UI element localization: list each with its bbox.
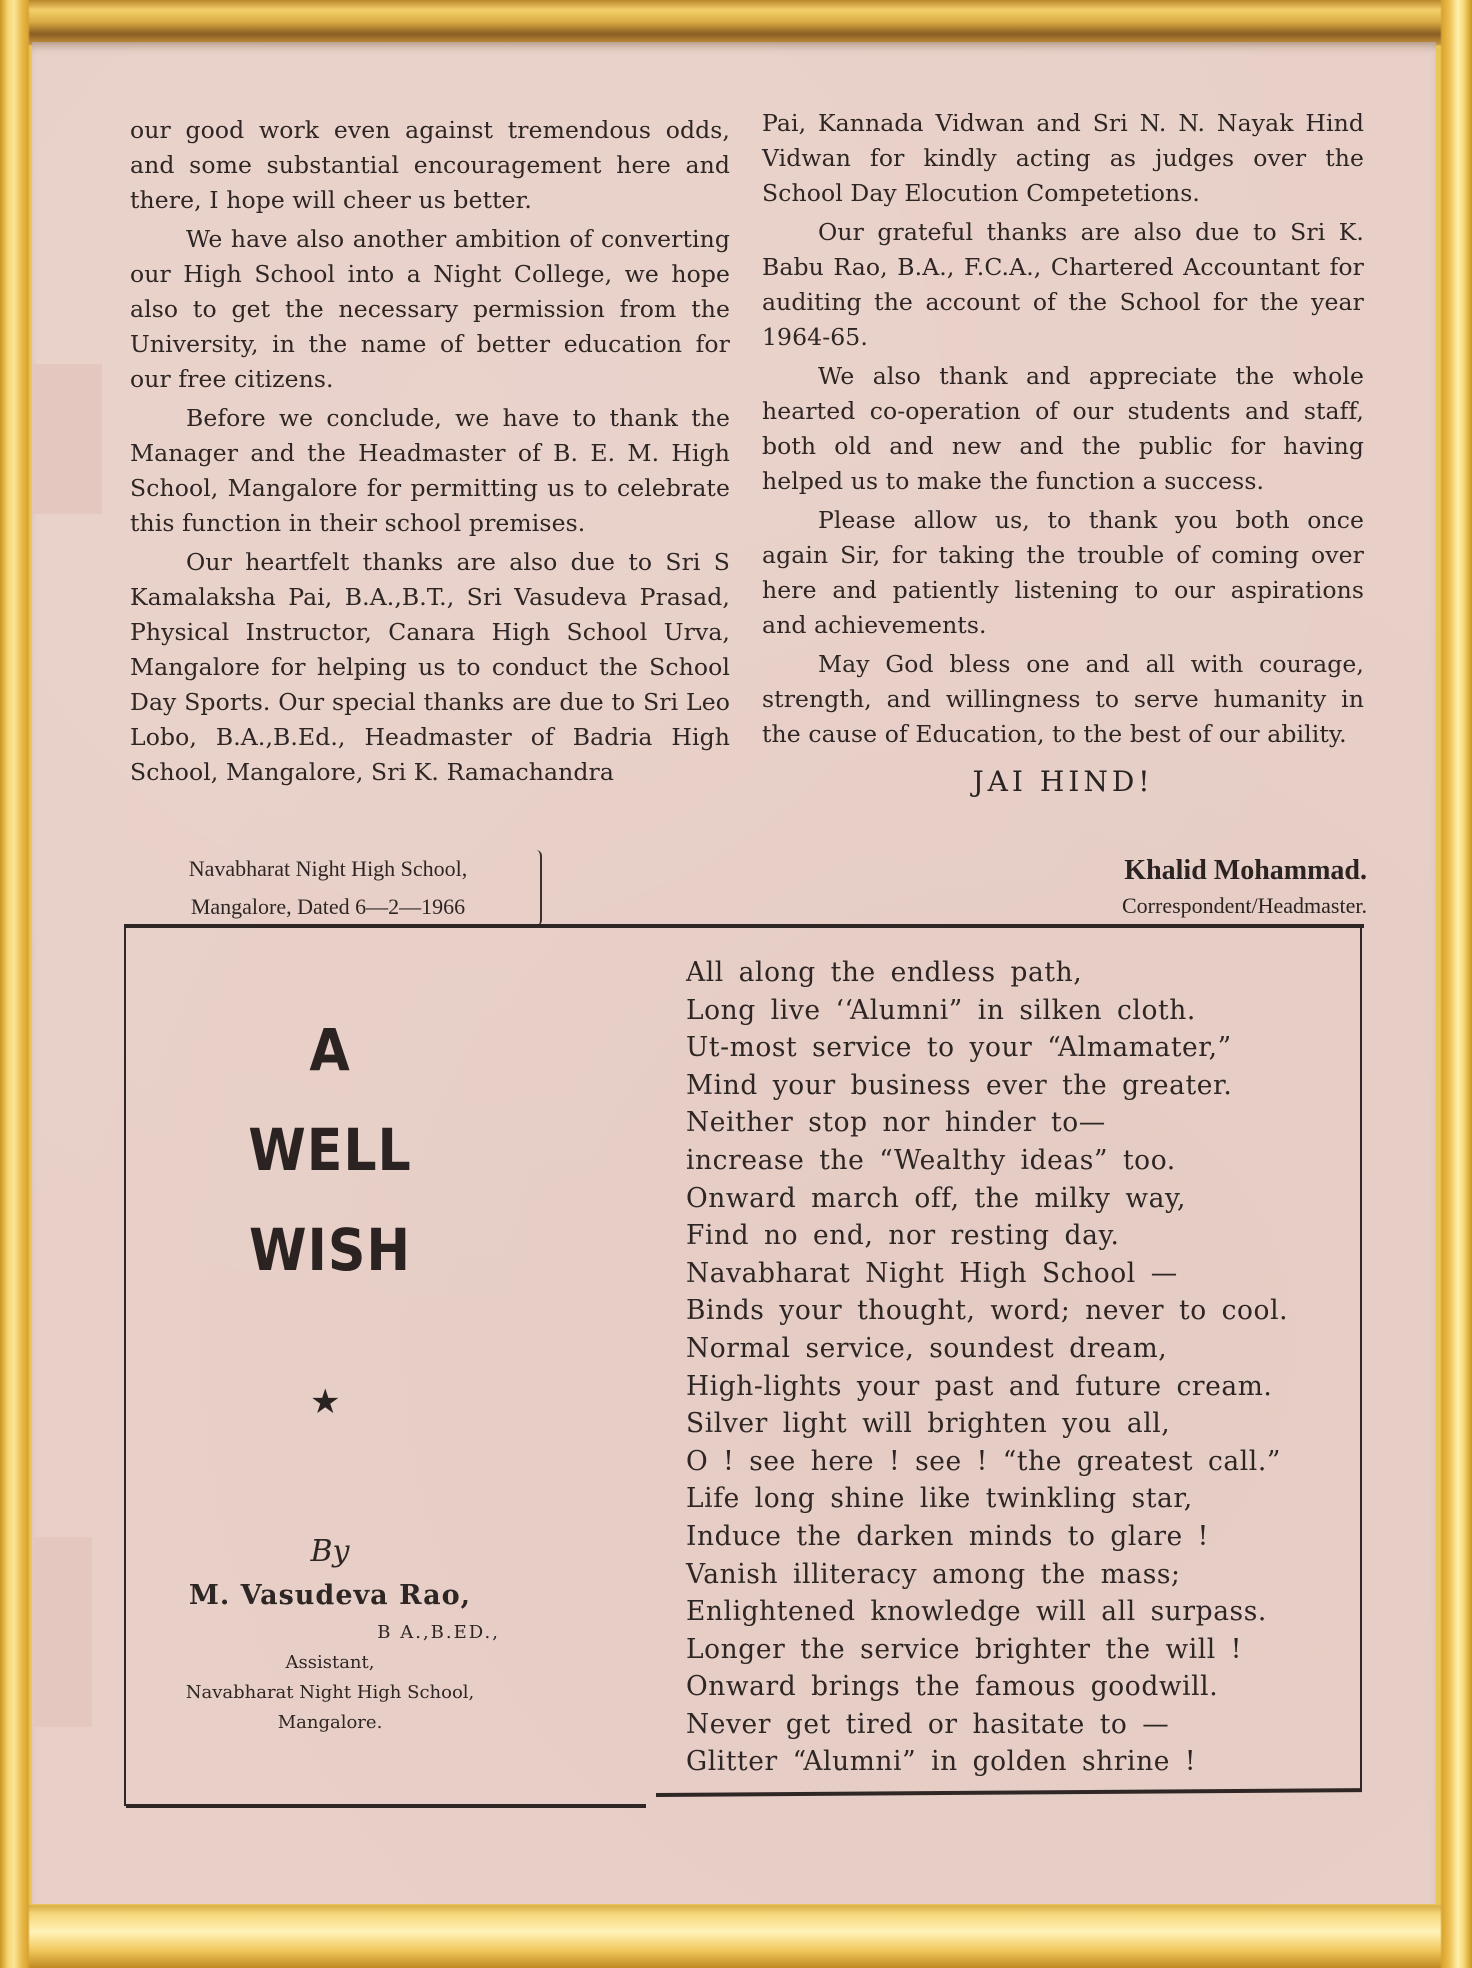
author-name: M. Vasudeva Rao, (188, 1580, 472, 1611)
letter-paragraph: Pai, Kannada Vidwan and Sri N. N. Nayak Hind Vidwan for kindly acting as judges over the School Day Elocution Competetions. (762, 109, 1364, 207)
date-line: Mangalore, Dated 6—2—1966 (190, 894, 466, 919)
poem-line: Enlightened knowledge will all surpass. (686, 1596, 1267, 1628)
poem-line: Ut-most service to your “Almamater,” (686, 1032, 1232, 1064)
paper-patch-bottom (32, 1537, 92, 1727)
letter-paragraph: our good work even against tremendous odds, and some substantial encouragement here and there, I hope will cheer us better. (130, 116, 730, 214)
letter-left-column (130, 113, 730, 790)
letter-paragraph: Please allow us, to thank you both once again Sir, for taking the trouble of coming over here and patiently listening to our aspirations and achievements. (762, 506, 1364, 639)
star-icon: ★ (310, 1382, 341, 1422)
poem-line: Life long shine like twinkling star, (686, 1483, 1193, 1515)
by-label: By (310, 1534, 350, 1569)
poem-line: High-lights your past and future cream. (686, 1370, 1273, 1402)
paper-patch-top (32, 364, 102, 514)
poem-line: Navabharat Night High School — (686, 1257, 1178, 1289)
signature-block (867, 852, 1367, 922)
poem-title (213, 1000, 447, 1300)
author-school: Navabharat Night High School, (185, 1682, 475, 1703)
brace-divider (532, 850, 542, 926)
author-byline (140, 1530, 520, 1738)
closing-salutation: JAI HIND! (972, 765, 1154, 798)
poem-line: Silver light will brighten you all, (686, 1408, 1171, 1440)
signatory-role: Correspondent/Headmaster. (1122, 893, 1367, 918)
author-position: Assistant, (285, 1652, 375, 1673)
letter-paragraph: May God bless one and all with courage, strength, and willingness to serve humanity in the cause of Education, to the best of our ability. (762, 650, 1364, 748)
poem-line: Normal service, soundest dream, (686, 1332, 1168, 1364)
letter-paragraph: Our grateful thanks are also due to Sri K. Babu Rao, B.A., F.C.A., Chartered Accountant for auditing the account of the School for the year 1964-65. (762, 218, 1364, 351)
letter-paragraph: We also thank and appreciate the whole hearted co-operation of our students and staff, both old and new and the public for having helped us to make the function a success. (762, 362, 1364, 495)
place-line: Navabharat Night High School, (188, 856, 468, 881)
box-border-left (124, 926, 126, 1806)
poem-line: Glitter “Alumni” in golden shrine ! (686, 1746, 1197, 1778)
poem-line: O ! see here ! see ! “the greatest call.” (686, 1445, 1281, 1477)
letter-right-column (762, 106, 1364, 799)
poem-line: Longer the service brighter the will ! (686, 1633, 1242, 1665)
title-line: WELL (248, 1116, 412, 1184)
box-border-bottom-left (126, 1804, 646, 1808)
letter-paragraph: Our heartfelt thanks are also due to Sri S Kamalaksha Pai, B.A.,B.T., Sri Vasudeva Prasad, Physical Instructor, Canara High School Urva, Mangalore for helping us to conduct the School Day Sports. Our special thanks are due to Sri Leo Lobo, B.A.,B.Ed., Headmaster of Badria High School, Mangalore, Sri K. Ramachandra (130, 548, 730, 786)
poem-line: All along the endless path, (686, 957, 1083, 988)
title-line: A (309, 1016, 351, 1084)
author-city: Mangalore. (277, 1712, 383, 1733)
poem-line: Vanish illiteracy among the mass; (686, 1558, 1181, 1590)
title-line: WISH (249, 1216, 411, 1284)
poem-line: increase the “Wealthy ideas” too. (686, 1144, 1176, 1176)
poem-line: Onward march off, the milky way, (686, 1182, 1186, 1214)
author-degree: B A.,B.ED., (377, 1622, 500, 1643)
poem-line: Binds your thought, word; never to cool. (686, 1295, 1289, 1327)
letter-paragraph: Before we conclude, we have to thank the Manager and the Headmaster of B. E. M. High School, Mangalore for permitting us to celebrate this function in their school premises. (130, 404, 730, 537)
box-border-top (124, 924, 1364, 928)
signatory-name: Khalid Mohammad. (1124, 855, 1367, 886)
place-and-date (118, 850, 538, 926)
poem-body (686, 954, 1356, 1781)
letter-paragraph: We have also another ambition of converting our High School into a Night College, we hope also to get the necessary permission from the University, in the name of better education for our free citizens. (130, 225, 730, 393)
poem-line: Long live ‘‘Alumni” in silken cloth. (686, 994, 1196, 1026)
box-border-right (1360, 926, 1362, 1790)
poem-line: Neither stop nor hinder to— (686, 1107, 1106, 1139)
poem-line: Never get tired or hasitate to — (686, 1708, 1170, 1740)
poem-line: Induce the darken minds to glare ! (686, 1520, 1209, 1552)
poem-line: Onward brings the famous goodwill. (686, 1671, 1219, 1703)
poem-line: Find no end, nor resting day. (686, 1220, 1120, 1252)
poem-line: Mind your business ever the greater. (686, 1069, 1233, 1101)
